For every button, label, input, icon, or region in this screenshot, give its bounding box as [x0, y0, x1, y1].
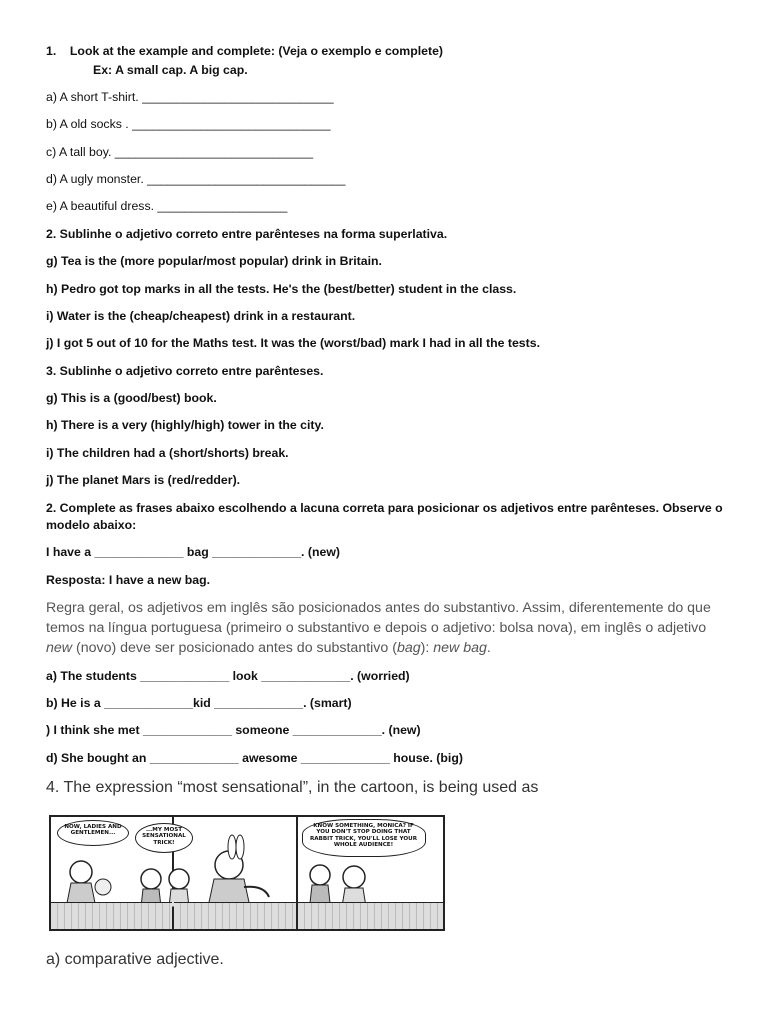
q2-item-i-post: ) drink in a restaurant. [225, 309, 356, 323]
q4-model: I have a _____________ bag _____________. (new) [46, 545, 340, 559]
q2-item-i [46, 309, 355, 324]
q4-title-line2: modelo abaixo: [46, 518, 137, 532]
comic-panel-3 [298, 817, 444, 929]
q2-title: 2. Sublinhe o adjetivo correto entre parênteses na forma superlativa. [46, 227, 448, 241]
q4-item-d: d) She bought an _____________ awesome _____________ house. (big) [46, 751, 463, 765]
q4-item-c: ) I think she met _____________ someone _____________. (new) [46, 723, 421, 737]
q2-item-i-pre: i) Water is the ( [46, 309, 134, 323]
q3-item-i-option: short/shorts [173, 446, 245, 460]
q2-item-j-pre: j) I got 5 out of 10 for the Maths test. It was the ( [46, 336, 325, 350]
rule-part3: ): [420, 640, 434, 656]
q2-item-g [46, 254, 382, 269]
q4-title-line1: 2. Complete as frases abaixo escolhendo a lacuna correta para posicionar os adjetivos entre parênteses. Observe o [46, 501, 723, 515]
q1-title: 1. Look at the example and complete: (Veja o exemplo e complete) [46, 44, 444, 58]
comic-panel-2 [174, 817, 297, 929]
q3-item-g [46, 391, 217, 406]
stage-floor [174, 902, 295, 929]
stage-floor [51, 902, 172, 929]
q3-item-i-post: ) break. [244, 446, 289, 460]
q2-item-j [46, 336, 540, 351]
q1-item-a: a) A short T-shirt. ____________________________ [46, 90, 334, 104]
q1-item-e: e) A beautiful dress. ___________________ [46, 199, 288, 213]
q2-item-h-pre: h) Pedro got top marks in all the tests. He's the ( [46, 282, 328, 296]
q1-example: Ex: A small cap. A big cap. [93, 63, 248, 77]
q3-item-h-option: highly/high [154, 418, 221, 432]
q1-item-c: c) A tall boy. _____________________________ [46, 145, 314, 159]
q4-item-b: b) He is a _____________kid _____________. (smart) [46, 696, 352, 710]
q2-item-h-post: ) student in the class. [390, 282, 517, 296]
rule-new: new [46, 640, 73, 656]
q2-item-j-option: worst/bad [324, 336, 383, 350]
q2-item-i-option: cheap/cheapest [133, 309, 226, 323]
speech-bubble-3: KNOW SOMETHING, MONICA? IF YOU DON'T STOP DOING THAT RABBIT TRICK, YOU'LL LOSE YOUR WHOLE AUDIENCE! [302, 819, 426, 857]
q4-item-a: a) The students _____________ look _____________. (worried) [46, 669, 410, 683]
rule-part4: . [486, 640, 491, 656]
q3-item-g-pre: g) This is a ( [46, 391, 118, 405]
rule-part2: (novo) deve ser posicionado antes do substantivo ( [72, 640, 397, 656]
q3-item-g-option: good/best [117, 391, 177, 405]
q3-item-j-option: red/redder [171, 473, 233, 487]
q2-item-j-post: ) mark I had in all the tests. [382, 336, 540, 350]
q2-item-g-post: ) drink in Britain. [284, 254, 382, 268]
q3-title: 3. Sublinhe o adjetivo correto entre parênteses. [46, 364, 324, 378]
q3-item-i [46, 446, 289, 461]
q2-item-h [46, 282, 516, 297]
q5-title: 4. The expression “most sensational”, in the cartoon, is being used as [46, 779, 539, 796]
comic-panel-1 [51, 817, 186, 929]
q3-item-j-post: ). [232, 473, 241, 487]
q3-item-h-post: ) tower in the city. [220, 418, 324, 432]
q3-item-h [46, 418, 324, 433]
rule-bag: bag [396, 640, 421, 656]
grammar-rule-paragraph [46, 598, 726, 658]
q5-option-a: a) comparative adjective. [46, 951, 224, 968]
q2-item-g-option: more popular/most popular [124, 254, 285, 268]
q3-item-i-pre: i) The children had a ( [46, 446, 174, 460]
q3-item-h-pre: h) There is a very ( [46, 418, 155, 432]
q3-item-j [46, 473, 240, 488]
q3-item-j-pre: j) The planet Mars is ( [46, 473, 172, 487]
q4-answer: Resposta: I have a new bag. [46, 573, 211, 587]
speech-bubble-2: ...MY MOST SENSATIONAL TRICK! [135, 823, 193, 853]
stage-floor [298, 902, 444, 929]
q3-item-g-post: ) book. [176, 391, 217, 405]
rule-part1: Regra geral, os adjetivos em inglês são posicionados antes do substantivo. Assim, diferentemente do que temos na língua portuguesa (primeiro o substantivo e depois o adjetivo: bolsa nova), em inglês o adjetivo [46, 600, 711, 636]
q1-item-b: b) A old socks . _____________________________ [46, 117, 331, 131]
q1-item-d: d) A ugly monster. _____________________________ [46, 172, 346, 186]
q2-item-h-option: best/better [327, 282, 391, 296]
q2-item-g-pre: g) Tea is the ( [46, 254, 125, 268]
comic-strip [49, 815, 445, 931]
speech-bubble-1: NOW, LADIES AND GENTLEMEN... [57, 820, 129, 846]
rule-newbag: new bag [433, 640, 487, 656]
